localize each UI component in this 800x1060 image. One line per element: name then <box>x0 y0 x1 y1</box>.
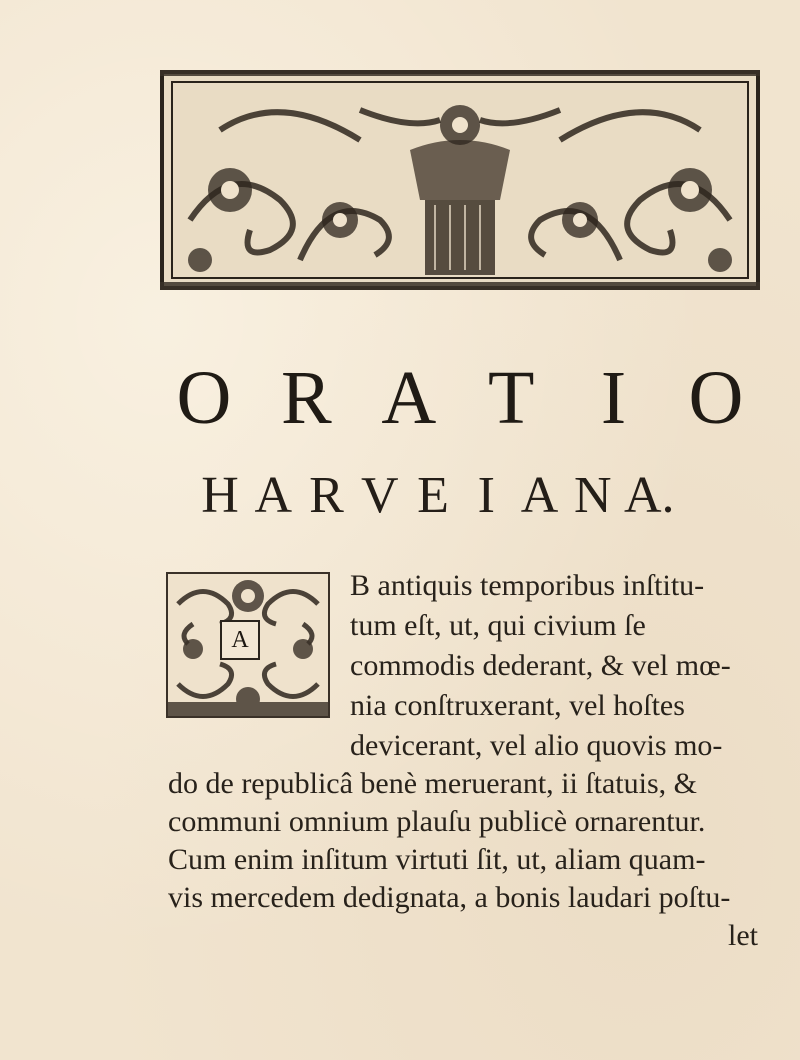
subtitle-letter: A <box>520 467 559 524</box>
text-line: communi omnium plauſu publicè ornarentur. <box>168 805 706 838</box>
text-line: nia conſtruxerant, vel hoſtes <box>350 689 685 722</box>
text-line: devicerant, vel alio quovis mo- <box>350 729 723 762</box>
subtitle-letter: H <box>201 467 239 524</box>
catchword: let <box>728 919 758 952</box>
subtitle-letter: N <box>573 467 612 524</box>
title-letter: A <box>381 356 437 440</box>
subtitle-letter: A. <box>624 467 675 524</box>
subtitle-letter: I <box>477 467 495 524</box>
title-letter: R <box>281 356 332 440</box>
initial-letter: A <box>220 620 260 660</box>
title-letter: T <box>487 356 535 440</box>
text-line: B antiquis temporibus inſtitu- <box>350 569 705 602</box>
subtitle-letter: R <box>309 467 344 524</box>
text-line: Cum enim inſitum virtuti ſit, ut, aliam quam- <box>168 843 706 876</box>
subtitle-letter: V <box>360 467 399 524</box>
title-letter: O <box>176 356 232 440</box>
title-letter: I <box>600 356 627 440</box>
text-line: tum eſt, ut, qui civium ſe <box>350 609 646 642</box>
subtitle-letter: E <box>417 467 449 524</box>
subtitle-letter: A <box>254 467 293 524</box>
title-letter: O <box>688 356 744 440</box>
text-line: do de republicâ benè meruerant, ii ſtatuis, & <box>168 767 697 800</box>
text-line: commodis dederant, & vel mœ- <box>350 649 731 682</box>
text-line: vis mercedem dedignata, a bonis laudari poſtu- <box>168 881 731 914</box>
